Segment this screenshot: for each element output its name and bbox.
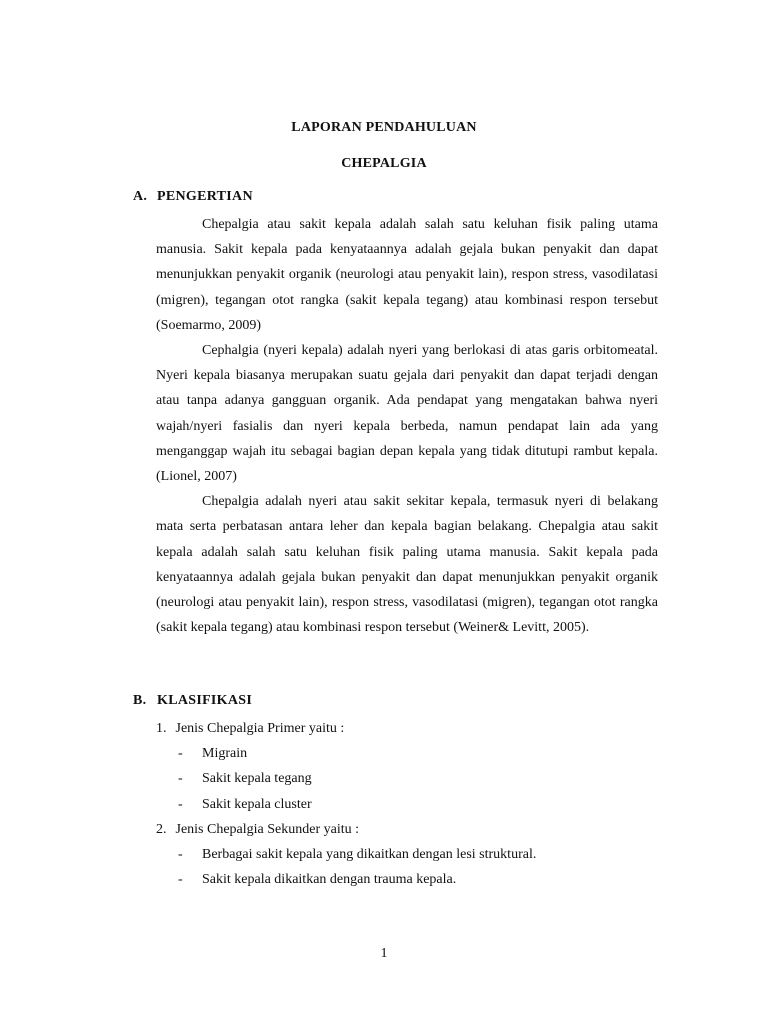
- dash-marker: -: [178, 746, 183, 762]
- section-heading-klasifikasi: [133, 693, 252, 709]
- list-number: 1.: [156, 721, 167, 736]
- dash-marker: -: [178, 872, 183, 888]
- paragraph: Chepalgia adalah nyeri atau sakit sekitar kepala, termasuk nyeri di belakang mata serta perbatasan antara leher dan kepala bagian belakang. Chepalgia atau sakit kepala adalah salah satu keluhan fisik paling utama manusia. Sakit kepala pada kenyataannya adalah gejala bukan penyakit dan dapat menunjukkan penyakit organik (neurologi atau penyakit lain), respon stress, vasodilatasi (migren), tegangan otot rangka (sakit kepala tegang) atau kombinasi respon tersebut (Weiner& Levitt, 2005).: [156, 494, 658, 636]
- bullet-text: Migrain: [202, 746, 248, 762]
- dash-marker: -: [178, 771, 183, 787]
- section-letter: A.: [133, 189, 148, 204]
- bullet-item: [156, 766, 676, 791]
- pengertian-body: [156, 212, 658, 640]
- section-title: KLASIFIKASI: [157, 693, 253, 708]
- bullet-item: [156, 867, 676, 892]
- page-number: 1: [380, 946, 388, 961]
- dash-marker: -: [178, 846, 183, 862]
- numbered-list-item: [156, 716, 676, 741]
- bullet-text: Sakit kepala dikaitkan dengan trauma kepala.: [202, 872, 457, 888]
- section-heading-pengertian: [133, 189, 253, 205]
- bullet-text: Sakit kepala tegang: [202, 771, 312, 787]
- section-title: PENGERTIAN: [157, 189, 253, 204]
- bullet-text: Berbagai sakit kepala yang dikaitkan dengan lesi struktural.: [202, 846, 537, 862]
- paragraph: Chepalgia atau sakit kepala adalah salah satu keluhan fisik paling utama manusia. Sakit kepala pada kenyataannya adalah gejala bukan penyakit dan dapat menunjukkan penyakit organik (neurologi atau penyakit lain), respon stress, vasodilatasi (migren), tegangan otot rangka (sakit kepala tegang) atau kombinasi respon tersebut (Soemarmo, 2009): [156, 217, 658, 333]
- numbered-list-item: [156, 817, 676, 842]
- bullet-item: [156, 741, 676, 766]
- list-label: Jenis Chepalgia Primer yaitu :: [175, 721, 345, 736]
- dash-marker: -: [178, 796, 183, 812]
- list-number: 2.: [156, 821, 167, 837]
- section-letter: B.: [133, 693, 147, 708]
- bullet-item: [156, 842, 676, 867]
- bullet-text: Sakit kepala cluster: [202, 796, 312, 812]
- list-label: Jenis Chepalgia Sekunder yaitu :: [175, 821, 360, 837]
- klasifikasi-list: [156, 716, 676, 892]
- document-subtitle: CHEPALGIA: [341, 156, 427, 171]
- paragraph: Cephalgia (nyeri kepala) adalah nyeri yang berlokasi di atas garis orbitomeatal. Nyeri kepala biasanya merupakan suatu gejala dari penyakit dan dapat terjadi dengan atau tanpa adanya gangguan organik. Ada pendapat yang mengatakan bahwa nyeri wajah/nyeri fasialis dan nyeri kepala berbeda, namun pendapat lain ada yang menganggap wajah itu sebagai bagian depan kepala yang tidak ditutupi rambut kepala. (Lionel, 2007): [156, 343, 658, 485]
- document-title: LAPORAN PENDAHULUAN: [291, 120, 477, 135]
- bullet-item: [156, 792, 676, 817]
